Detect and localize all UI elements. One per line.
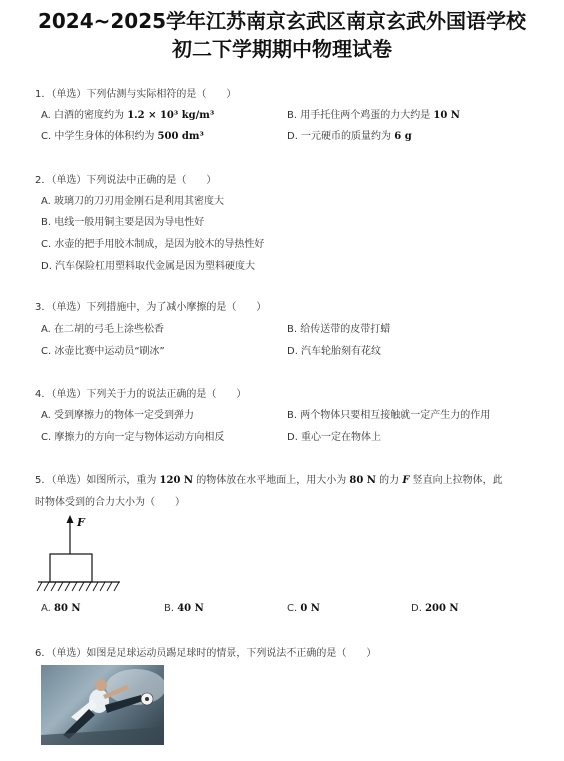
force-diagram <box>36 514 122 596</box>
question-2-option-d: D. 汽车保险杠用塑料取代金属是因为塑料硬度大 <box>41 261 256 272</box>
option-text: A. <box>41 603 55 614</box>
question-4-option-a: A. 受到摩擦力的物体一定受到弹力 <box>41 410 195 421</box>
soccer-player-photo <box>41 665 164 745</box>
force-arrow-head <box>67 515 74 523</box>
stem-value: 80 N <box>349 475 376 486</box>
question-2-option-b: B. 电线一般用铜主要是因为导电性好 <box>41 217 205 228</box>
question-3-option-a: A. 在二胡的弓毛上涂些松香 <box>41 324 165 335</box>
stem-text: 竖直向上拉物体，此 <box>409 475 503 486</box>
option-text: C. 中学生身体的体积约为 <box>41 131 158 142</box>
question-5-option-b <box>164 602 204 616</box>
stem-text: 的力 <box>375 475 403 486</box>
option-value: 6 g <box>394 131 412 142</box>
question-3-option-c: C. 冰壶比赛中运动员“刷冰” <box>41 346 165 357</box>
soccer-player-illustration <box>41 665 164 745</box>
option-value: 200 N <box>425 603 459 614</box>
option-value: 500 dm³ <box>157 131 204 142</box>
question-2-option-a: A. 玻璃刀的刀刃用金刚石是利用其密度大 <box>41 196 225 207</box>
page-title-line1: 2024~2025学年江苏南京玄武区南京玄武外国语学校 <box>37 9 527 33</box>
option-text: D. <box>411 603 426 614</box>
ground-hatching <box>37 582 119 591</box>
option-value: 80 N <box>54 603 81 614</box>
question-1-option-d <box>287 130 412 144</box>
page-title-line2: 初二下学期期中物理试卷 <box>172 37 392 61</box>
question-1-option-a <box>41 109 214 123</box>
question-3-option-b: B. 给传送带的皮带打蜡 <box>287 324 391 335</box>
stem-text: 的物体放在水平地面上，用大小为 <box>193 475 350 486</box>
question-5-option-d <box>411 602 459 616</box>
question-2-stem: 2．（单选）下列说法中正确的是（ ） <box>35 175 217 186</box>
question-2-option-c: C. 水壶的把手用胶木制成，是因为胶木的导热性好 <box>41 239 265 250</box>
stem-text: 5．（单选）如图所示，重为 <box>35 475 160 486</box>
option-text: B. 用手托住两个鸡蛋的力大约是 <box>287 110 434 121</box>
stem-value: 120 N <box>159 475 194 486</box>
option-value: 1.2 × 10³ kg/m³ <box>127 110 215 121</box>
option-text: C. <box>287 603 301 614</box>
block-object <box>50 554 92 582</box>
question-3-stem: 3．（单选）下列措施中，为了减小摩擦的是（ ） <box>35 302 267 313</box>
option-text: A. 白酒的密度约为 <box>41 110 128 121</box>
option-value: 10 N <box>433 110 460 121</box>
question-6-stem: 6．（单选）如图是足球运动员踢足球时的情景，下列说法不正确的是（ ） <box>35 648 377 659</box>
force-label: F <box>77 516 85 529</box>
question-5-stem <box>35 474 503 488</box>
question-5-option-c <box>287 602 320 616</box>
question-5-option-a <box>41 602 81 616</box>
option-value: 40 N <box>177 603 204 614</box>
question-1-option-c <box>41 130 204 144</box>
question-4-stem: 4．（单选）下列关于力的说法正确的是（ ） <box>35 389 247 400</box>
question-3-option-d: D. 汽车轮胎刻有花纹 <box>287 346 382 357</box>
question-5-stem-line2: 时物体受到的合力大小为（ ） <box>35 497 185 508</box>
question-4-option-c: C. 摩擦力的方向一定与物体运动方向相反 <box>41 432 225 443</box>
question-1-option-b <box>287 109 460 123</box>
option-text: B. <box>164 603 178 614</box>
question-4-option-d: D. 重心一定在物体上 <box>287 432 382 443</box>
stem-value: F <box>402 475 410 486</box>
option-value: 0 N <box>300 603 320 614</box>
question-4-option-b: B. 两个物体只要相互接触就一定产生力的作用 <box>287 410 491 421</box>
option-text: D. 一元硬币的质量约为 <box>287 131 395 142</box>
question-1-stem: 1．（单选）下列估测与实际相符的是（ ） <box>35 89 237 100</box>
